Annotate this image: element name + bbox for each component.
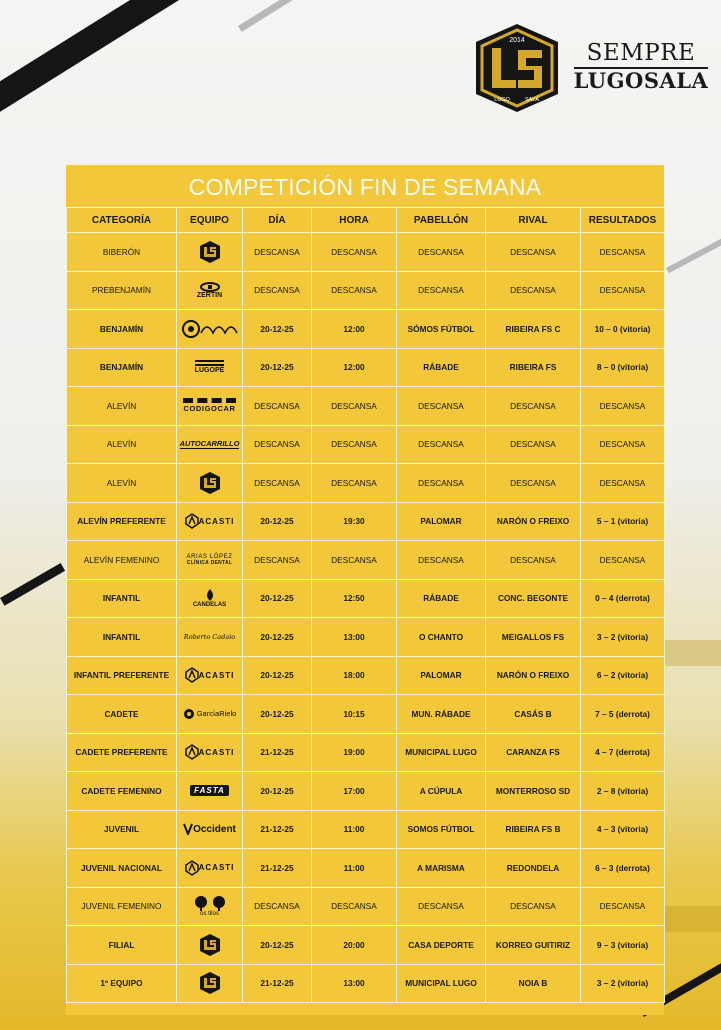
cell-dia: 20-12-25 [243, 579, 312, 618]
cell-rival: MONTERROSO SD [486, 772, 581, 811]
cell-resultado: 3 – 2 (vitoria) [581, 618, 665, 657]
cell-dia: 21-12-25 [243, 849, 312, 888]
lugosala-icon [177, 965, 242, 1002]
cell-hora: DESCANSA [312, 271, 397, 310]
table-row [67, 656, 665, 695]
cell-resultado: DESCANSA [581, 233, 665, 272]
cell-equipo [177, 310, 243, 349]
cell-categoria: BENJAMÍN [67, 348, 177, 387]
cell-resultado: 4 – 3 (vitoria) [581, 810, 665, 849]
cell-pabellon: DESCANSA [397, 271, 486, 310]
competition-table-panel [66, 165, 664, 1015]
cell-categoria: CADETE FEMENINO [67, 772, 177, 811]
table-row [67, 733, 665, 772]
cell-hora: 12:00 [312, 310, 397, 349]
cell-dia: DESCANSA [243, 464, 312, 503]
emblem-year: 2014 [509, 37, 525, 44]
cell-resultado: 0 – 4 (derrota) [581, 579, 665, 618]
cell-resultado: DESCANSA [581, 271, 665, 310]
cell-categoria: BENJAMÍN [67, 310, 177, 349]
sponsor-name: CODIGOCAR [183, 398, 235, 413]
table-row [67, 464, 665, 503]
competition-table [66, 207, 665, 1003]
cell-categoria: FILIAL [67, 926, 177, 965]
cell-dia: 21-12-25 [243, 810, 312, 849]
cell-hora: 19:00 [312, 733, 397, 772]
fasta-logo [177, 772, 242, 809]
cell-rival: REDONDELA [486, 849, 581, 888]
cell-pabellon: DESCANSA [397, 464, 486, 503]
cell-categoria: JUVENIL NACIONAL [67, 849, 177, 888]
sponsor-name: ACASTI [198, 516, 235, 526]
cell-resultado: 7 – 5 (derrota) [581, 695, 665, 734]
cell-dia: 21-12-25 [243, 964, 312, 1003]
cell-pabellon: MUNICIPAL LUGO [397, 964, 486, 1003]
cell-pabellon: CASA DEPORTE [397, 926, 486, 965]
cell-rival: CONC. BEGONTE [486, 579, 581, 618]
cell-categoria: INFANTIL [67, 618, 177, 657]
cell-hora: 17:00 [312, 772, 397, 811]
cell-hora: DESCANSA [312, 387, 397, 426]
cell-categoria: JUVENIL FEMENINO [67, 887, 177, 926]
cell-dia: 20-12-25 [243, 656, 312, 695]
cell-hora: 11:00 [312, 810, 397, 849]
table-row [67, 233, 665, 272]
cell-dia: 20-12-25 [243, 618, 312, 657]
cell-equipo [177, 271, 243, 310]
garcia-rielo-logo [177, 695, 242, 732]
table-row [67, 849, 665, 888]
cell-rival: DESCANSA [486, 233, 581, 272]
cell-hora: DESCANSA [312, 541, 397, 580]
cell-equipo [177, 233, 243, 272]
decorative-stripe [0, 0, 264, 122]
cell-resultado: 10 – 0 (vitoria) [581, 310, 665, 349]
cell-categoria: PREBENJAMÍN [67, 271, 177, 310]
cell-hora: 10:15 [312, 695, 397, 734]
sponsor-name: CANDELAS [192, 602, 227, 609]
cell-pabellon: DESCANSA [397, 387, 486, 426]
table-row [67, 387, 665, 426]
cell-rival: CARANZA FS [486, 733, 581, 772]
cell-rival: NARÓN O FREIXO [486, 656, 581, 695]
table-row [67, 310, 665, 349]
cell-hora: 13:00 [312, 618, 397, 657]
cell-equipo [177, 348, 243, 387]
zertin-logo [177, 272, 242, 309]
decorative-stripe [0, 563, 65, 606]
cell-resultado: 4 – 7 (derrota) [581, 733, 665, 772]
cell-dia: 20-12-25 [243, 926, 312, 965]
cell-hora: DESCANSA [312, 233, 397, 272]
cell-pabellon: A CÚPULA [397, 772, 486, 811]
table-row [67, 579, 665, 618]
cell-equipo [177, 733, 243, 772]
cell-resultado: DESCANSA [581, 387, 665, 426]
cell-equipo [177, 849, 243, 888]
cell-categoria: ALEVÍN [67, 387, 177, 426]
acasti-logo [177, 657, 242, 694]
cell-categoria: BIBERÓN [67, 233, 177, 272]
cell-dia: 20-12-25 [243, 502, 312, 541]
sponsor-name: FASTA [190, 785, 229, 796]
cell-categoria: ALEVÍN [67, 464, 177, 503]
arias-lopez-logo [177, 541, 242, 578]
sponsor-name: ACASTI [198, 863, 235, 873]
cell-categoria: 1º EQUIPO [67, 964, 177, 1003]
header-equipo: EQUIPO [177, 208, 243, 233]
table-row [67, 926, 665, 965]
cell-categoria: JUVENIL [67, 810, 177, 849]
cell-hora: DESCANSA [312, 464, 397, 503]
cell-dia: DESCANSA [243, 387, 312, 426]
cell-hora: 13:00 [312, 964, 397, 1003]
cell-equipo [177, 695, 243, 734]
table-row [67, 425, 665, 464]
table-row [67, 348, 665, 387]
cell-rival: DESCANSA [486, 425, 581, 464]
cell-resultado: 5 – 1 (vitoria) [581, 502, 665, 541]
cell-pabellon: A MARISMA [397, 849, 486, 888]
cell-categoria: CADETE [67, 695, 177, 734]
cell-rival: NARÓN O FREIXO [486, 502, 581, 541]
cell-pabellon: DESCANSA [397, 887, 486, 926]
cell-rival: NOIA B [486, 964, 581, 1003]
cell-dia: 20-12-25 [243, 772, 312, 811]
cell-equipo [177, 926, 243, 965]
sponsor-name: Roberto Cadaio [183, 632, 236, 641]
cell-resultado: 6 – 3 (derrota) [581, 849, 665, 888]
cell-rival: RIBEIRA FS C [486, 310, 581, 349]
table-row [67, 618, 665, 657]
cell-equipo [177, 425, 243, 464]
cell-dia: DESCANSA [243, 541, 312, 580]
lugosala-emblem-icon [472, 22, 562, 114]
table-row [67, 964, 665, 1003]
cell-rival: RIBEIRA FS [486, 348, 581, 387]
cell-rival: RIBEIRA FS B [486, 810, 581, 849]
lugosala-icon [177, 233, 242, 270]
cell-hora: 12:50 [312, 579, 397, 618]
cell-rival: KORREO GUITIRIZ [486, 926, 581, 965]
cell-categoria: ALEVÍN FEMENINO [67, 541, 177, 580]
header-categoria: CATEGORÍA [67, 208, 177, 233]
table-row [67, 772, 665, 811]
cell-equipo [177, 656, 243, 695]
cell-rival: DESCANSA [486, 387, 581, 426]
cell-pabellon: MUN. RÁBADE [397, 695, 486, 734]
cell-categoria: ALEVÍN PREFERENTE [67, 502, 177, 541]
cell-dia: DESCANSA [243, 887, 312, 926]
cell-resultado: DESCANSA [581, 464, 665, 503]
table-row [67, 502, 665, 541]
sponsor-name: os tilos [200, 911, 219, 918]
lugosala-icon [177, 926, 242, 963]
cell-resultado: 8 – 0 (vitoria) [581, 348, 665, 387]
cell-categoria: CADETE PREFERENTE [67, 733, 177, 772]
table-header-row [67, 208, 665, 233]
cell-equipo [177, 618, 243, 657]
header-hora: HORA [312, 208, 397, 233]
cell-pabellon: SOMOS FÚTBOL [397, 810, 486, 849]
acasti-logo [177, 503, 242, 540]
cell-pabellon: MUNICIPAL LUGO [397, 733, 486, 772]
cell-resultado: 3 – 2 (vitoria) [581, 964, 665, 1003]
autocarrillo-logo [177, 426, 242, 463]
table-row [67, 887, 665, 926]
lugosala-icon [177, 464, 242, 501]
cell-dia: DESCANSA [243, 425, 312, 464]
cell-dia: 20-12-25 [243, 348, 312, 387]
table-row [67, 810, 665, 849]
cell-rival: DESCANSA [486, 541, 581, 580]
table-title: COMPETICIÓN FIN DE SEMANA [188, 174, 542, 200]
emblem-right-text: SALA [524, 97, 540, 103]
brand-line1: SEMPRE [586, 40, 696, 66]
brand-logo [472, 22, 712, 117]
cell-pabellon: RÁBADE [397, 579, 486, 618]
cell-resultado: 9 – 3 (vitoria) [581, 926, 665, 965]
cell-categoria: INFANTIL [67, 579, 177, 618]
cell-hora: 12:00 [312, 348, 397, 387]
cell-pabellon: O CHANTO [397, 618, 486, 657]
header-resultados: RESULTADOS [581, 208, 665, 233]
header-rival: RIVAL [486, 208, 581, 233]
cell-resultado: DESCANSA [581, 887, 665, 926]
cell-dia: DESCANSA [243, 271, 312, 310]
cell-resultado: 2 – 8 (vitoria) [581, 772, 665, 811]
cell-pabellon: DESCANSA [397, 425, 486, 464]
cell-hora: DESCANSA [312, 887, 397, 926]
cell-equipo [177, 964, 243, 1003]
cell-dia: 20-12-25 [243, 310, 312, 349]
emblem-left-text: LUGO [494, 97, 510, 103]
codigocar-logo [177, 387, 242, 424]
occident-logo [177, 811, 242, 848]
sponsor-name: Occident [193, 823, 236, 835]
lugope-logo [177, 349, 242, 386]
cell-hora: DESCANSA [312, 425, 397, 464]
cell-pabellon: PALOMAR [397, 502, 486, 541]
cell-categoria: INFANTIL PREFERENTE [67, 656, 177, 695]
cell-rival: CASÁS B [486, 695, 581, 734]
cell-resultado: 6 – 2 (vitoria) [581, 656, 665, 695]
cell-equipo [177, 887, 243, 926]
cell-hora: 20:00 [312, 926, 397, 965]
cell-rival: DESCANSA [486, 464, 581, 503]
sponsor-name: ARIAS LÓPEZ [186, 553, 233, 560]
cell-dia: 21-12-25 [243, 733, 312, 772]
acasti-logo [177, 849, 242, 886]
header-dia: DÍA [243, 208, 312, 233]
cell-equipo [177, 541, 243, 580]
sponsor-name: LUGOPÉ [195, 360, 225, 374]
os-tilos-logo [177, 888, 242, 925]
cell-equipo [177, 502, 243, 541]
sponsor-logo [177, 310, 242, 347]
sponsor-name: AUTOCARRILLO [179, 439, 240, 449]
table-row [67, 541, 665, 580]
sponsor-name: ACASTI [198, 747, 235, 757]
sponsor-name: ACASTI [198, 670, 235, 680]
acasti-logo [177, 734, 242, 771]
cell-dia: 20-12-25 [243, 695, 312, 734]
cell-rival: DESCANSA [486, 271, 581, 310]
table-row [67, 271, 665, 310]
cell-equipo [177, 772, 243, 811]
sponsor-subtitle: CLÍNICA DENTAL [186, 559, 233, 566]
cell-dia: DESCANSA [243, 233, 312, 272]
cell-pabellon: DESCANSA [397, 233, 486, 272]
decorative-stripe [666, 235, 721, 273]
decorative-stripe [238, 0, 318, 32]
cell-hora: 19:30 [312, 502, 397, 541]
table-row [67, 695, 665, 734]
header-pabellon: PABELLÓN [397, 208, 486, 233]
cell-equipo [177, 387, 243, 426]
cell-pabellon: PALOMAR [397, 656, 486, 695]
cell-equipo [177, 810, 243, 849]
roberto-cadaio-logo [177, 618, 242, 655]
sponsor-name: ZERTIN [196, 291, 223, 299]
candelas-logo [177, 580, 242, 617]
cell-pabellon: SÓMOS FÚTBOL [397, 310, 486, 349]
cell-equipo [177, 579, 243, 618]
cell-pabellon: DESCANSA [397, 541, 486, 580]
cell-resultado: DESCANSA [581, 541, 665, 580]
brand-line2: LUGOSALA [573, 68, 709, 93]
cell-hora: 11:00 [312, 849, 397, 888]
cell-hora: 18:00 [312, 656, 397, 695]
cell-categoria: ALEVÍN [67, 425, 177, 464]
cell-pabellon: RÁBADE [397, 348, 486, 387]
cell-rival: DESCANSA [486, 887, 581, 926]
cell-rival: MEIGALLOS FS [486, 618, 581, 657]
cell-equipo [177, 464, 243, 503]
sponsor-name: GarcíaRielo [196, 709, 237, 719]
cell-resultado: DESCANSA [581, 425, 665, 464]
